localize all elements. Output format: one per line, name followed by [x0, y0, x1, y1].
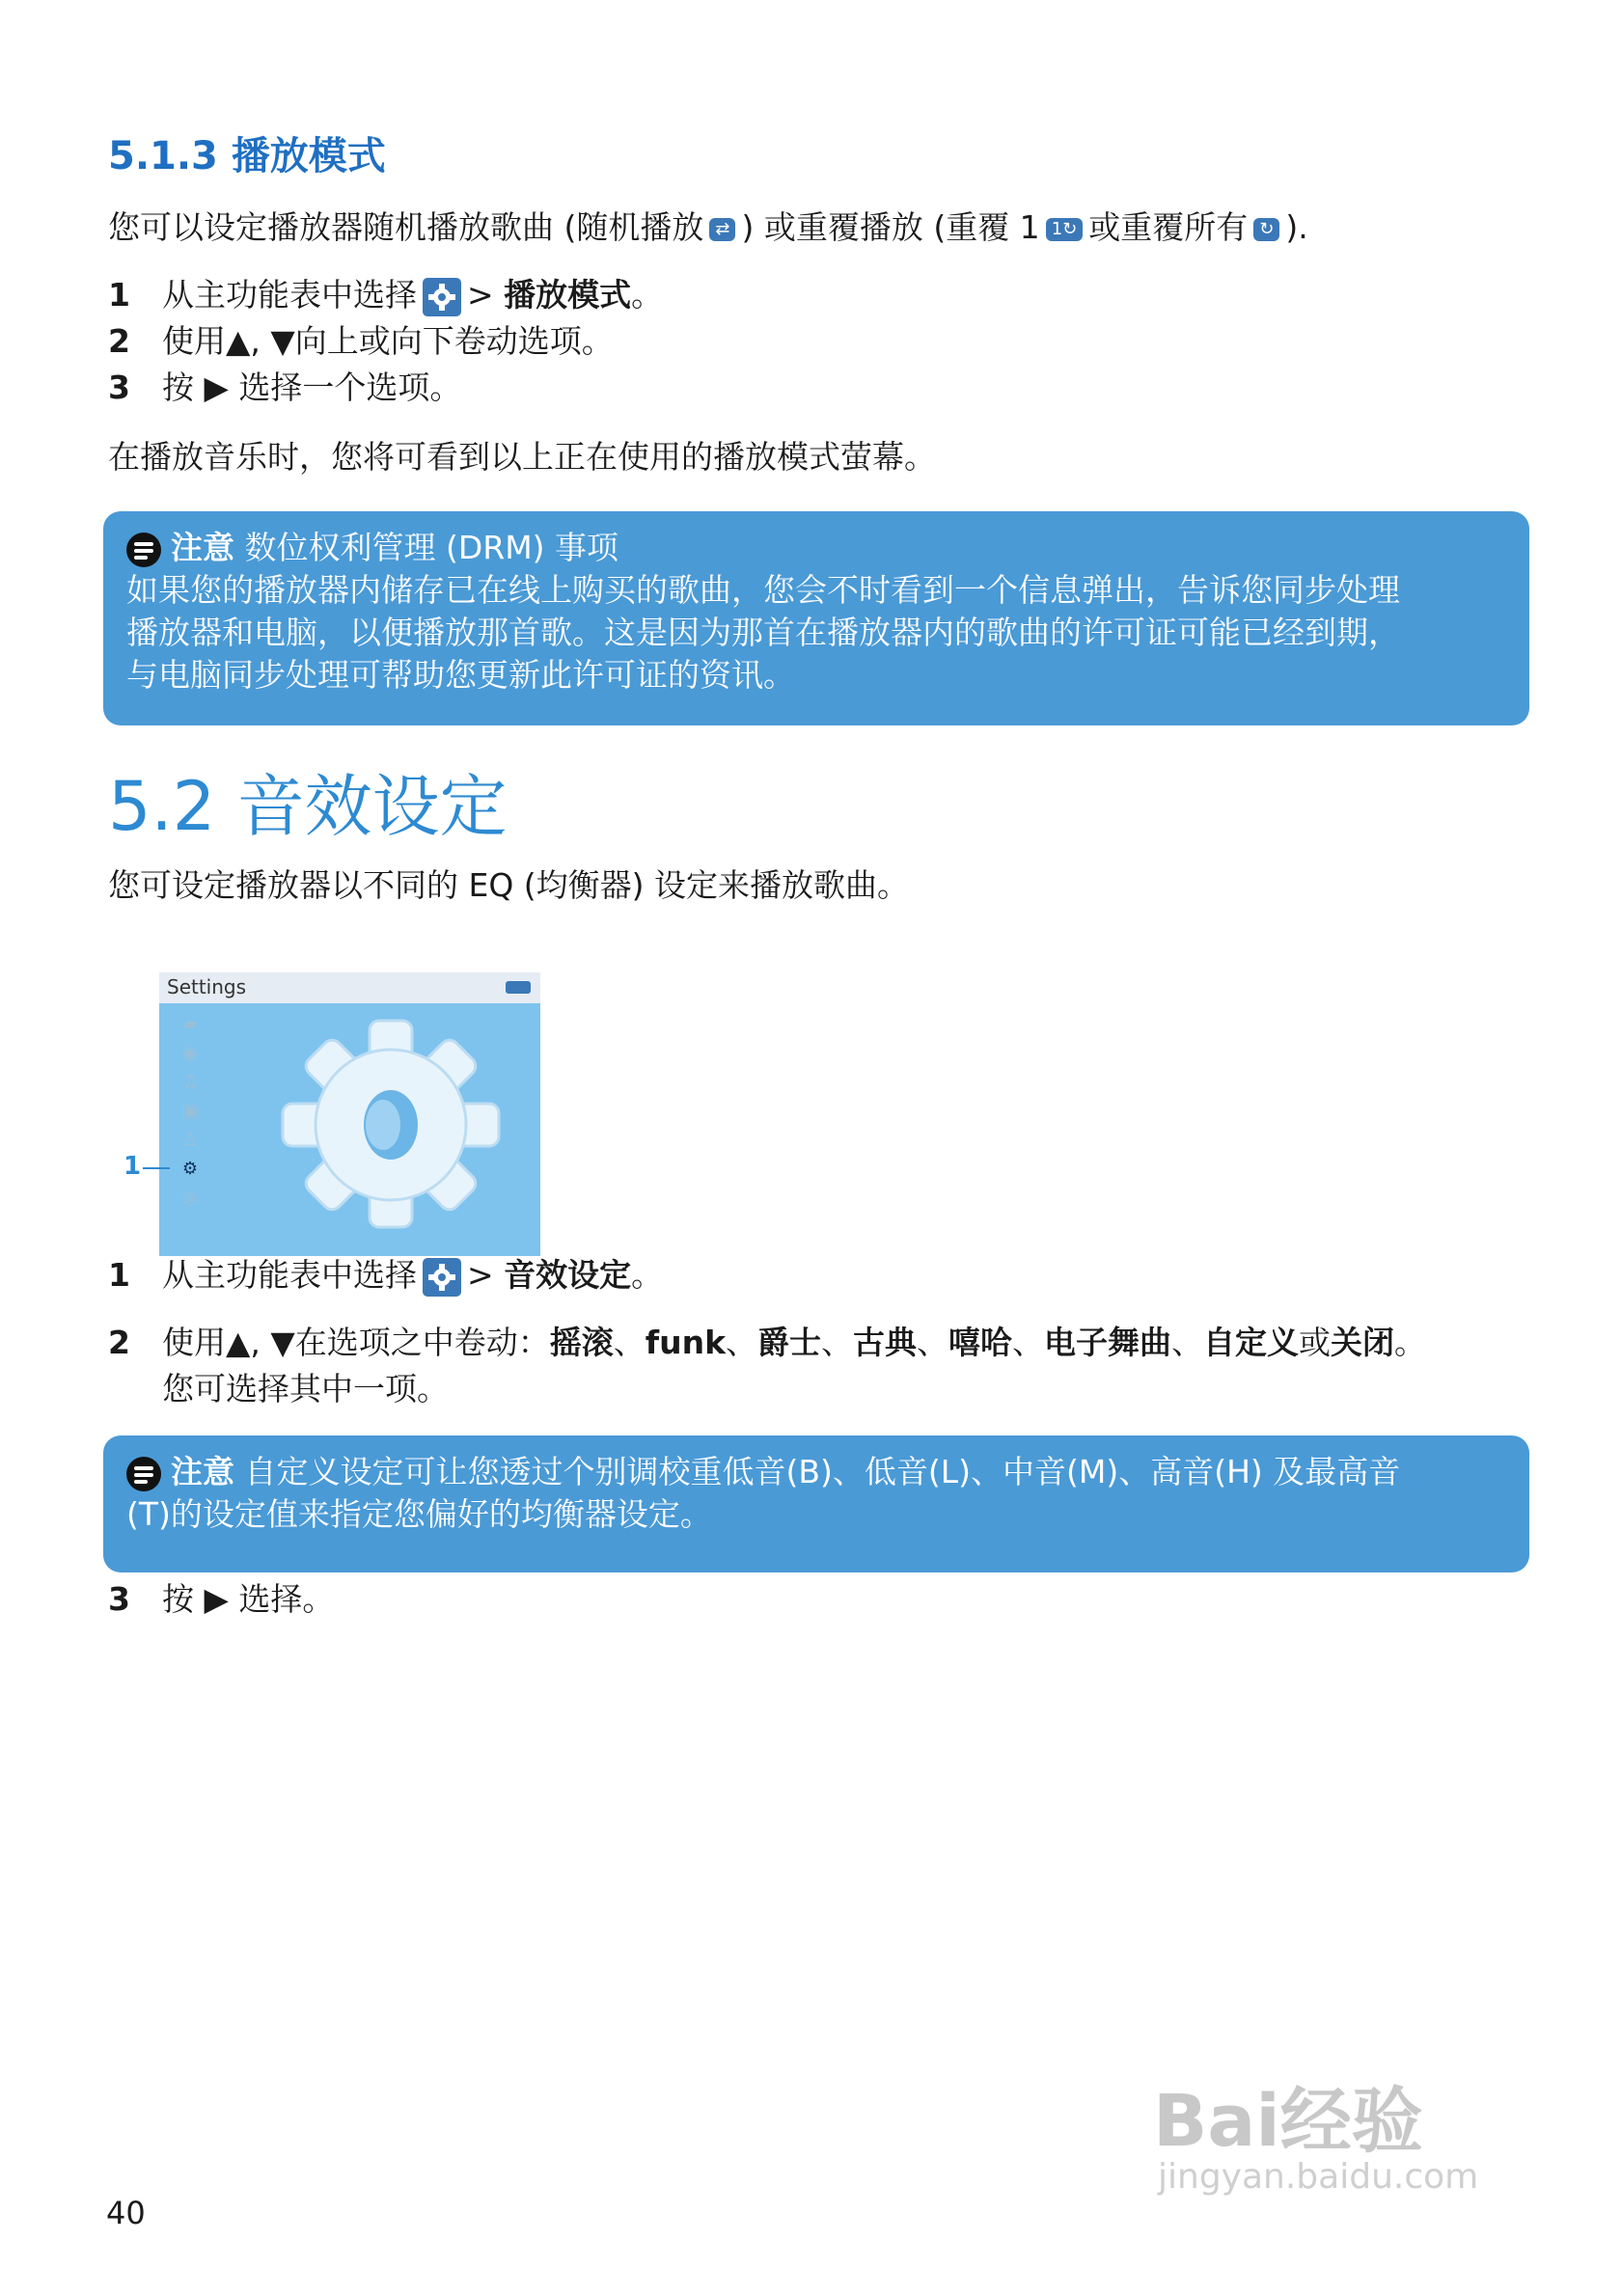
sound-settings-intro: 您可设定播放器以不同的 EQ (均衡器) 设定来播放歌曲。	[108, 866, 910, 904]
music-icon: ♫	[181, 1072, 199, 1092]
note-drm-line: 播放器和电脑，以便播放那首歌。这是因为那首在播放器内的歌曲的许可证可能已经到期，	[126, 614, 1400, 651]
play-mode-after-text: 在播放音乐时，您将可看到以上正在使用的播放模式萤幕。	[108, 438, 936, 476]
note-drm-heading: 注意 数位权利管理 (DRM) 事项	[126, 527, 1506, 569]
sound-step-2: 2 使用▲, ▼在选项之中卷动：摇滚、funk、爵士、古典、嘻哈、电子舞曲、自定义或关闭。	[108, 1324, 1427, 1361]
settings-gear-icon	[423, 278, 461, 316]
watermark-url: jingyan.baidu.com	[1158, 2157, 1479, 2197]
play-mode-step-3: 3 按 ▶ 选择一个选项。	[108, 369, 462, 406]
section-title-play-mode: 5.1.3 播放模式	[108, 134, 386, 178]
note-custom-eq-line: (T)的设定值来指定您偏好的均衡器设定。	[126, 1495, 712, 1533]
sound-step-2-line2: 您可选择其中一项。	[162, 1370, 449, 1408]
section-title-sound-settings: 5.2 音效设定	[108, 767, 508, 846]
note-drm	[103, 511, 1529, 725]
repeat-one-icon: 1↻	[1046, 218, 1084, 241]
battery-icon	[506, 981, 531, 994]
play-mode-step-1: 1 从主功能表中选择 > 播放模式。	[108, 274, 663, 316]
device-settings-screen	[159, 972, 540, 1256]
video-icon: ▰	[183, 1014, 197, 1034]
settings-icon: ⚙	[181, 1159, 199, 1179]
camera-icon: ◉	[182, 1043, 198, 1063]
large-gear-icon	[275, 1013, 507, 1244]
settings-gear-icon	[423, 1258, 461, 1297]
note-drm-line: 如果您的播放器内储存已在线上购买的歌曲，您会不时看到一个信息弹出，告诉您同步处理	[126, 571, 1400, 609]
screen-title-bar: Settings	[159, 972, 540, 1003]
play-mode-intro: 您可以设定播放器随机播放歌曲 (随机播放 ⇄ ) 或重覆播放 (重覆 1 1↻ 或重覆所有 ↻ ).	[108, 208, 1308, 246]
repeat-all-icon: ↻	[1253, 218, 1279, 241]
note-custom-eq	[103, 1435, 1529, 1572]
watermark-logo: Bai经验	[1153, 2080, 1423, 2163]
note-drm-line: 与电脑同步处理可帮助您更新此许可证的资讯。	[126, 656, 795, 694]
now-playing-icon: ◎	[182, 1188, 198, 1208]
callout-label: 1	[124, 1152, 142, 1181]
sound-step-1: 1 从主功能表中选择 > 音效设定。	[108, 1254, 663, 1297]
recording-icon: ♙	[181, 1130, 199, 1150]
note-custom-eq-line: 注意 自定义设定可让您透过个别调校重低音(B)、低音(L)、中音(M)、高音(H) 及最高音	[126, 1451, 1506, 1493]
page-number: 40	[106, 2195, 146, 2231]
callout-arrow	[143, 1167, 170, 1169]
photo-icon: ▣	[181, 1101, 199, 1121]
note-icon	[126, 533, 161, 567]
play-mode-step-2: 2 使用▲, ▼向上或向下卷动选项。	[108, 322, 614, 360]
shuffle-icon: ⇄	[709, 218, 735, 241]
sound-step-3: 3 按 ▶ 选择。	[108, 1580, 335, 1618]
note-icon	[126, 1457, 161, 1491]
